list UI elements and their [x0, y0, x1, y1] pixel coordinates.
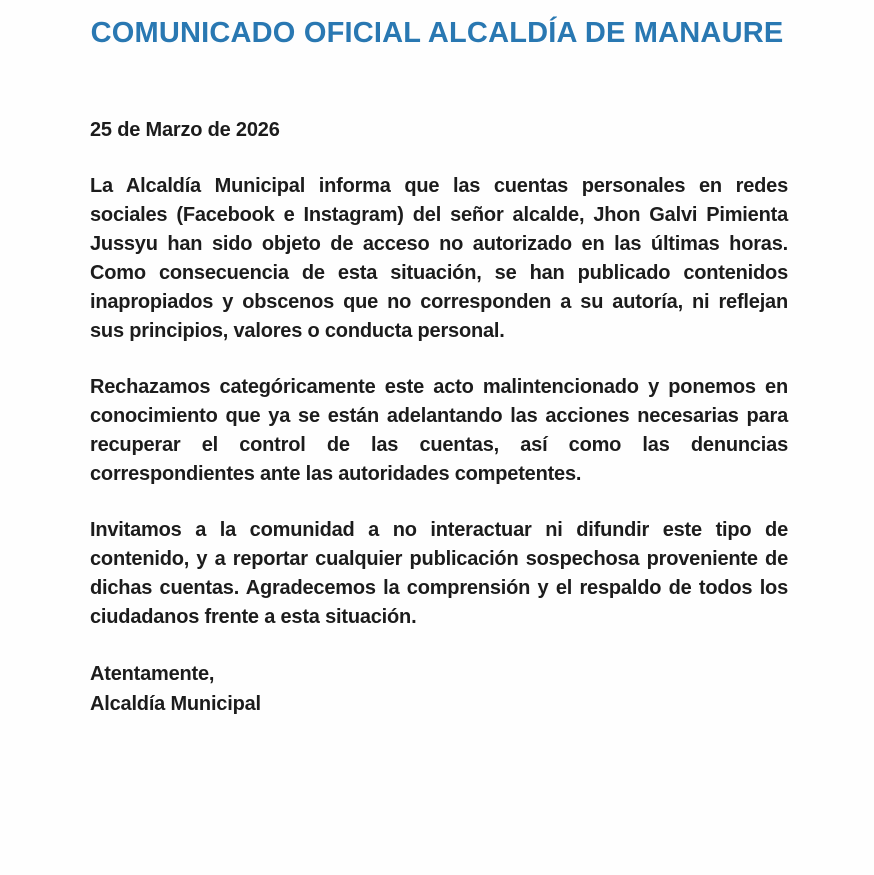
paragraph-request: Invitamos a la comunidad a no interactuar ni difundir este tipo de contenido, y a reportar cualquier publicación sospechosa proveniente de dichas cuentas. Agradecemos la comprensión y el respaldo de todos los ciudadanos frente a esta situación.: [90, 519, 788, 628]
paragraph-response: Rechazamos categóricamente este acto malintencionado y ponemos en conocimiento que ya se están adelantando las acciones necesarias para recuperar el control de las cuentas, así como las denuncias correspondientes ante las autoridades competentes.: [90, 376, 788, 485]
closing-salutation: Atentamente,: [90, 663, 215, 685]
page-title: COMUNICADO OFICIAL ALCALDÍA DE MANAURE: [90, 17, 784, 49]
closing-signature: Alcaldía Municipal: [90, 693, 261, 715]
paragraph-incident: La Alcaldía Municipal informa que las cuentas personales en redes sociales (Facebook e Instagram) del señor alcalde, Jhon Galvi Pimienta Jussyu han sido objeto de acceso no autorizado en las últimas horas. Como consecuencia de esta situación, se han publicado contenidos inapropiados y obscenos que no corresponden a su autoría, ni reflejan sus principios, valores o conducta personal.: [90, 175, 788, 342]
date-line: 25 de Marzo de 2026: [90, 119, 280, 141]
closing-block: [90, 659, 788, 719]
document-body: [90, 116, 788, 719]
